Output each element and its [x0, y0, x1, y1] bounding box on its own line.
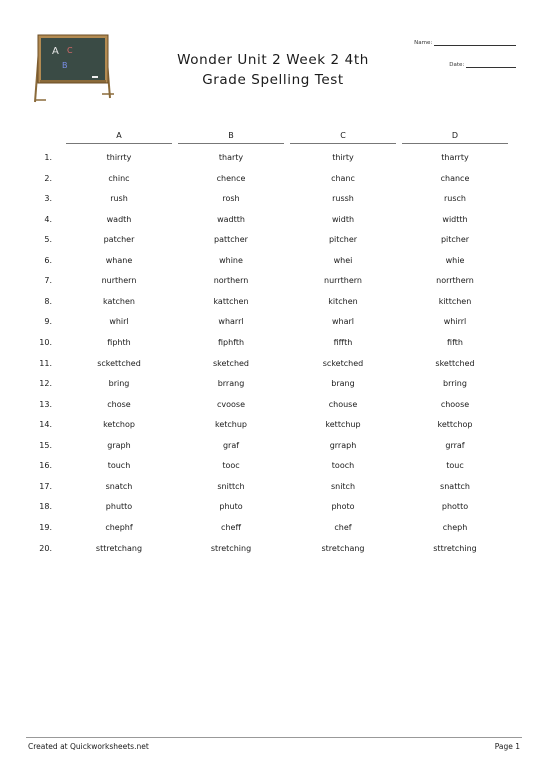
answer-option-a[interactable]: katchen	[103, 296, 135, 306]
answer-option-c[interactable]: scketched	[322, 358, 364, 368]
answer-option-a[interactable]: bring	[108, 379, 130, 389]
answer-option-a[interactable]: whirl	[109, 317, 129, 327]
answer-option-a[interactable]: sttretchang	[95, 543, 143, 553]
answer-option-d[interactable]: chance	[440, 173, 470, 183]
answer-option-b[interactable]: sketched	[212, 358, 250, 368]
answer-option-c[interactable]: chanc	[331, 173, 355, 183]
question-number: 5.	[44, 235, 52, 245]
answer-option-b[interactable]: wadtth	[217, 214, 245, 224]
chalk-letter: A	[52, 46, 59, 57]
answer-option-c[interactable]: chef	[334, 522, 352, 532]
answer-option-b[interactable]: whine	[219, 255, 243, 265]
answer-option-c[interactable]: snitch	[330, 481, 356, 491]
question-row	[0, 379, 548, 391]
question-row	[0, 194, 548, 206]
answer-option-c[interactable]: nurrthern	[324, 276, 362, 286]
chalkboard-icon	[32, 32, 116, 104]
answer-option-a[interactable]: phutto	[105, 502, 133, 512]
question-number: 7.	[44, 276, 52, 286]
question-row	[0, 544, 548, 556]
answer-option-a[interactable]: chinc	[108, 173, 130, 183]
column-header-d: D	[402, 131, 508, 144]
question-number: 8.	[44, 296, 52, 306]
title-line-2: Grade Spelling Test	[202, 72, 344, 88]
answer-option-b[interactable]: snittch	[217, 481, 245, 491]
question-row	[0, 256, 548, 268]
answer-option-b[interactable]: kattchen	[213, 296, 249, 306]
chalk-letter: B	[62, 61, 68, 70]
question-number: 10.	[39, 338, 52, 347]
footer-credit: Created at Quickworksheets.net	[28, 742, 149, 751]
answer-option-c[interactable]: photo	[331, 502, 355, 512]
answer-option-c[interactable]: fiffth	[333, 338, 353, 347]
question-number: 11.	[39, 358, 52, 368]
question-row	[0, 359, 548, 371]
answer-option-c[interactable]: russh	[332, 194, 354, 204]
answer-option-a[interactable]: touch	[107, 461, 131, 471]
question-row	[0, 502, 548, 514]
title-line-1: Wonder Unit 2 Week 2 4th	[177, 52, 369, 68]
answer-option-b[interactable]: tharty	[218, 153, 244, 162]
answer-option-d[interactable]: kittchen	[438, 296, 472, 306]
question-number: 9.	[44, 317, 52, 327]
answer-option-d[interactable]: sttretching	[433, 543, 477, 553]
answer-option-a[interactable]: chose	[107, 399, 131, 409]
question-row	[0, 338, 548, 350]
answer-option-d[interactable]: widtth	[442, 214, 468, 224]
answer-option-d[interactable]: choose	[440, 399, 470, 409]
answer-option-d[interactable]: pitcher	[440, 235, 470, 245]
answer-option-b[interactable]: graf	[222, 440, 240, 450]
answer-option-c[interactable]: whei	[333, 255, 353, 265]
question-number: 13.	[39, 399, 52, 409]
question-number: 12.	[39, 379, 52, 389]
answer-option-a[interactable]: fiphth	[107, 338, 131, 347]
answer-option-a[interactable]: thirrty	[106, 153, 132, 162]
answer-option-a[interactable]: ketchop	[103, 420, 135, 430]
answer-option-c[interactable]: pitcher	[328, 235, 358, 245]
question-row	[0, 523, 548, 535]
answer-option-c[interactable]: stretchang	[321, 543, 365, 553]
answer-option-d[interactable]: photto	[441, 502, 469, 512]
question-row	[0, 235, 548, 247]
question-number: 17.	[39, 481, 52, 491]
answer-option-b[interactable]: ketchup	[214, 420, 248, 430]
question-number: 6.	[44, 255, 52, 265]
footer-divider	[26, 737, 522, 738]
answer-option-a[interactable]: whane	[105, 255, 133, 265]
answer-option-b[interactable]: chence	[216, 173, 246, 183]
question-number: 19.	[39, 522, 52, 532]
answer-option-c[interactable]: tooch	[331, 461, 355, 471]
answer-option-b[interactable]: rosh	[222, 194, 240, 204]
question-number: 3.	[44, 194, 52, 204]
answer-option-d[interactable]: cheph	[442, 522, 468, 532]
answer-option-a[interactable]: chephf	[105, 522, 133, 532]
answer-option-d[interactable]: skettched	[435, 358, 475, 368]
question-number: 15.	[39, 440, 52, 450]
question-number: 18.	[39, 502, 52, 512]
question-row	[0, 317, 548, 329]
page-number: Page 1	[494, 742, 520, 751]
question-row	[0, 400, 548, 412]
page-title	[160, 50, 386, 90]
question-number: 14.	[39, 420, 52, 430]
question-row	[0, 482, 548, 494]
answer-option-d[interactable]: snattch	[440, 481, 470, 491]
answer-option-d[interactable]: brring	[443, 379, 467, 389]
answer-option-c[interactable]: brang	[331, 379, 355, 389]
answer-option-b[interactable]: brrang	[217, 379, 245, 389]
answer-option-d[interactable]: grraf	[445, 440, 465, 450]
column-header-c: C	[290, 131, 396, 144]
question-number: 1.	[44, 153, 52, 162]
answer-option-d[interactable]: norrthern	[436, 276, 474, 286]
answer-option-b[interactable]: fiphfth	[217, 338, 245, 347]
answer-option-d[interactable]: kettchop	[437, 420, 473, 430]
answer-option-c[interactable]: wharl	[331, 317, 355, 327]
question-number: 2.	[44, 173, 52, 183]
answer-option-b[interactable]: northern	[213, 276, 249, 286]
question-row	[0, 441, 548, 453]
answer-option-b[interactable]: wharrl	[218, 317, 244, 327]
question-number: 4.	[44, 214, 52, 224]
answer-option-c[interactable]: kitchen	[328, 296, 358, 306]
answer-option-d[interactable]: whie	[445, 255, 465, 265]
answer-option-a[interactable]: snatch	[105, 481, 133, 491]
answer-option-c[interactable]: width	[331, 214, 355, 224]
chalk-letter: C	[67, 46, 73, 55]
answer-option-a[interactable]: nurthern	[101, 276, 137, 286]
answer-option-d[interactable]: whirrl	[443, 317, 467, 327]
name-field[interactable]	[414, 40, 516, 46]
answer-option-d[interactable]: fifth	[447, 338, 463, 347]
answer-option-d[interactable]: tharrty	[441, 153, 469, 162]
date-field[interactable]	[449, 62, 516, 68]
answer-option-b[interactable]: pattcher	[214, 235, 248, 245]
name-blank[interactable]	[434, 45, 516, 46]
answer-option-a[interactable]: rush	[110, 194, 128, 204]
question-row	[0, 276, 548, 288]
answer-option-c[interactable]: grraph	[329, 440, 357, 450]
name-label: Name:	[414, 40, 433, 46]
date-label: Date:	[449, 62, 465, 68]
answer-option-c[interactable]: kettchup	[325, 420, 361, 430]
question-row	[0, 420, 548, 432]
answer-option-b[interactable]: cheff	[221, 522, 241, 532]
answer-option-b[interactable]: cvoose	[216, 399, 245, 409]
date-blank[interactable]	[466, 67, 516, 68]
answer-option-b[interactable]: stretching	[210, 543, 252, 553]
answer-option-b[interactable]: tooc	[222, 461, 240, 471]
question-number: 16.	[39, 461, 52, 471]
column-header-a: A	[66, 131, 172, 144]
column-header-b: B	[178, 131, 284, 144]
question-row	[0, 174, 548, 186]
answer-option-a[interactable]: wadth	[106, 214, 132, 224]
answer-option-d[interactable]: rusch	[444, 194, 466, 204]
question-row	[0, 153, 548, 165]
answer-option-b[interactable]: phuto	[219, 502, 243, 512]
answer-option-a[interactable]: graph	[107, 440, 131, 450]
answer-option-c[interactable]: thirty	[332, 153, 354, 162]
question-row	[0, 215, 548, 227]
question-row	[0, 297, 548, 309]
answer-option-d[interactable]: touc	[446, 461, 464, 471]
answer-option-c[interactable]: chouse	[328, 399, 358, 409]
question-number: 20.	[39, 543, 52, 553]
chalkboard-image	[32, 32, 116, 104]
answer-option-a[interactable]: patcher	[103, 235, 135, 245]
question-row	[0, 461, 548, 473]
answer-option-a[interactable]: sckettched	[97, 358, 141, 368]
